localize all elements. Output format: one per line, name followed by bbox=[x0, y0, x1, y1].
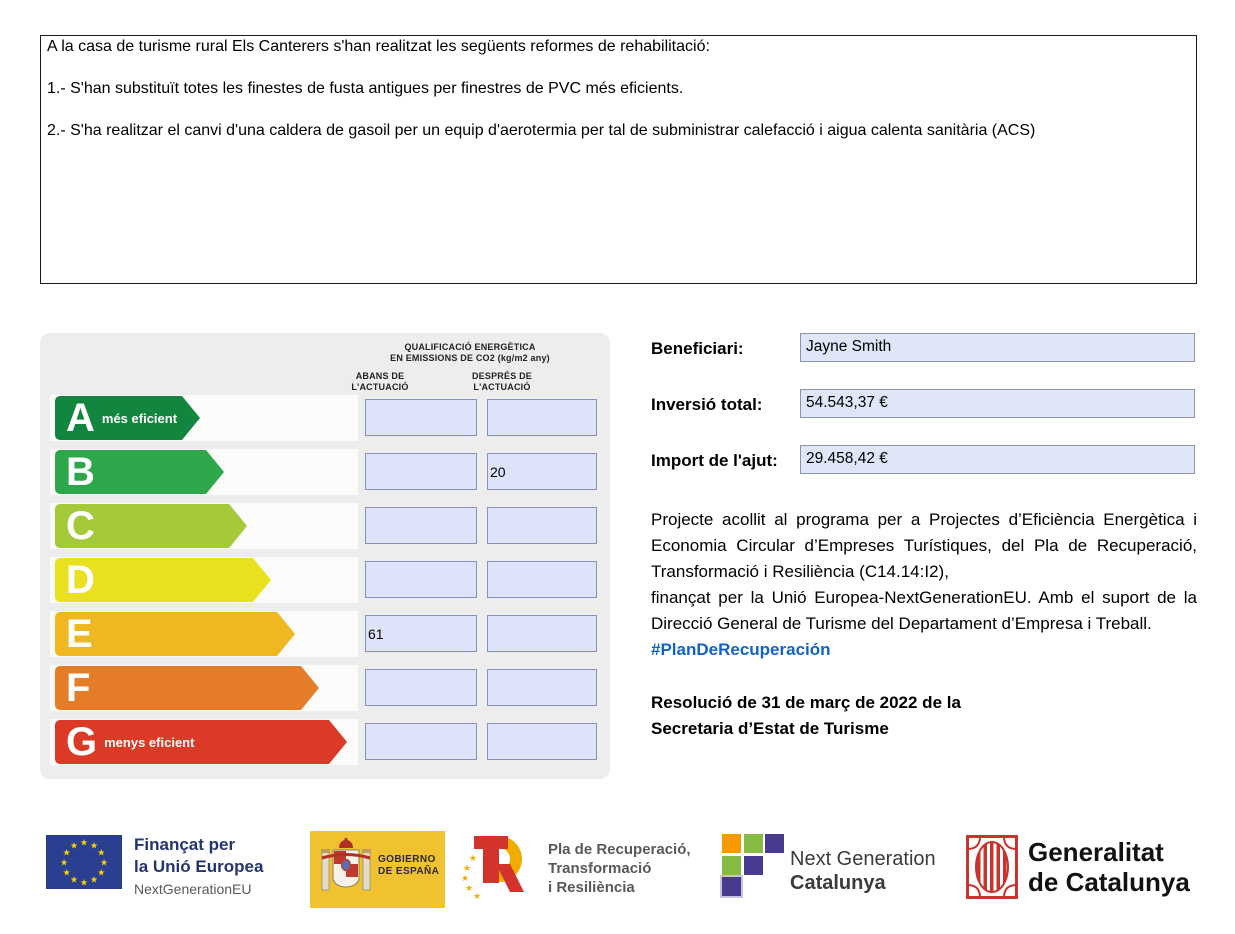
svg-text:★: ★ bbox=[469, 853, 478, 863]
generalitat-catalunya-logo bbox=[966, 833, 1196, 903]
eu-star-icon: ★ bbox=[99, 857, 109, 868]
energy-bar bbox=[55, 612, 295, 656]
before-value-box[interactable] bbox=[365, 453, 477, 490]
program-paragraph-2: finançat per la Unió Europea-NextGenerationEU. Amb el suport de la Direcció General de Turisme del Departament d’Empresa i Treball. bbox=[651, 588, 1197, 633]
energy-bar bbox=[55, 720, 347, 764]
energy-rows bbox=[40, 333, 610, 779]
reforms-line-2: 1.- S'han substituït totes les finestes de fusta antigues per finestres de PVC més eficients. bbox=[47, 80, 684, 97]
energy-letter: B bbox=[66, 450, 95, 494]
after-value-box[interactable] bbox=[487, 669, 597, 706]
energy-bar-body bbox=[55, 450, 206, 494]
energy-row bbox=[40, 612, 610, 658]
field-label: Inversió total: bbox=[651, 395, 763, 414]
energy-letter: A bbox=[66, 396, 95, 440]
eu-logo-line1: Finançat per bbox=[134, 835, 236, 854]
prtr-logo-text bbox=[548, 840, 691, 897]
before-value-box[interactable] bbox=[365, 723, 477, 760]
energy-bar-body bbox=[55, 396, 182, 440]
ng-square-purple-outlined bbox=[722, 877, 741, 896]
energy-bar bbox=[55, 396, 200, 440]
next-generation-catalunya-logo bbox=[718, 831, 936, 901]
energy-bar-tip bbox=[301, 666, 319, 710]
spain-coat-of-arms-icon bbox=[320, 836, 372, 900]
ng-logo-line2: Catalunya bbox=[790, 872, 886, 894]
eu-star-icon: ★ bbox=[97, 847, 106, 858]
energy-row bbox=[40, 666, 610, 712]
energy-bar-tip bbox=[253, 558, 271, 602]
energy-bar-tip bbox=[182, 396, 200, 440]
prtr-tr-icon bbox=[460, 830, 548, 902]
energy-row bbox=[40, 504, 610, 550]
prtr-logo-line3: i Resiliència bbox=[548, 879, 635, 896]
after-value-box[interactable] bbox=[487, 507, 597, 544]
eu-logo bbox=[46, 833, 306, 899]
gencat-logo-text bbox=[1028, 837, 1190, 897]
spain-logo-line1: GOBIERNO bbox=[378, 854, 436, 865]
prtr-logo bbox=[460, 828, 700, 906]
energy-row bbox=[40, 720, 610, 766]
energy-bar-tip bbox=[277, 612, 295, 656]
spain-logo-line2: DE ESPAÑA bbox=[378, 866, 440, 877]
resolution-line1: Resolució de 31 de març de 2022 de la bbox=[651, 693, 961, 712]
reforms-line-1: A la casa de turisme rural Els Canterers s'han realitzat les següents reformes de rehabilitació: bbox=[47, 38, 710, 55]
eu-star-icon: ★ bbox=[69, 840, 79, 851]
after-value-box[interactable] bbox=[487, 561, 597, 598]
resolution-text bbox=[651, 690, 1197, 742]
after-value-box[interactable] bbox=[487, 615, 597, 652]
energy-letter: F bbox=[66, 666, 91, 710]
field-row-inversio-total bbox=[651, 389, 1197, 419]
energy-letter: D bbox=[66, 558, 95, 602]
energy-bar-body bbox=[55, 666, 301, 710]
prtr-logo-line2: Transformació bbox=[548, 860, 652, 877]
gencat-logo-line2: de Catalunya bbox=[1028, 867, 1190, 897]
prtr-logo-line1: Pla de Recuperació, bbox=[548, 841, 691, 858]
energy-bar-body bbox=[55, 612, 277, 656]
resolution-line2: Secretaria d’Estat de Turisme bbox=[651, 719, 889, 738]
reforms-textarea[interactable] bbox=[40, 35, 1197, 284]
gencat-logo-line1: Generalitat bbox=[1028, 837, 1164, 867]
generalitat-shield-icon bbox=[966, 835, 1018, 899]
field-row-import-ajut bbox=[651, 445, 1197, 475]
eu-star-icon: ★ bbox=[89, 840, 99, 851]
energy-bar-body bbox=[55, 720, 329, 764]
column-header-after-line2: L'ACTUACIÓ bbox=[473, 382, 531, 392]
spain-government-logo bbox=[310, 831, 445, 908]
energy-title-line1: QUALIFICACIÓ ENERGÈTICA bbox=[404, 342, 536, 352]
eu-star-icon: ★ bbox=[79, 877, 89, 888]
energy-label-panel bbox=[40, 333, 610, 779]
eu-star-icon: ★ bbox=[89, 874, 99, 885]
import-ajut-input[interactable]: 29.458,42 € bbox=[800, 445, 1195, 474]
ng-logo-text bbox=[790, 847, 936, 895]
energy-note: més eficient bbox=[101, 410, 178, 426]
eu-star-icon: ★ bbox=[69, 874, 79, 885]
energy-bar-tip bbox=[229, 504, 247, 548]
reforms-line-3: 2.- S'ha realitzar el canvi d'una caldera de gasoil per un equip d'aerotermia per tal de subministrar calefacció i aigua calenta sanitària (ACS) bbox=[47, 122, 1036, 139]
before-value-box[interactable]: 61 bbox=[365, 615, 477, 652]
energy-bar bbox=[55, 558, 271, 602]
energy-note: menys eficient bbox=[104, 734, 195, 750]
ng-square-purple bbox=[744, 856, 763, 875]
plan-recuperacion-hashtag: #PlanDeRecuperación bbox=[651, 640, 831, 659]
energy-bar-tip bbox=[329, 720, 347, 764]
eu-flag-icon bbox=[46, 835, 122, 889]
column-header-before-line2: L'ACTUACIÓ bbox=[351, 382, 409, 392]
energy-row bbox=[40, 450, 610, 496]
field-label: Import de l'ajut: bbox=[651, 451, 778, 470]
before-value-box[interactable] bbox=[365, 561, 477, 598]
after-value-box[interactable] bbox=[487, 723, 597, 760]
eu-star-icon: ★ bbox=[97, 867, 106, 878]
field-label: Beneficiari: bbox=[651, 339, 744, 358]
energy-bar bbox=[55, 504, 247, 548]
svg-text:★: ★ bbox=[461, 873, 470, 883]
ng-logo-line1: Next Generation bbox=[790, 848, 936, 870]
program-text-block bbox=[651, 507, 1197, 742]
eu-star-icon: ★ bbox=[62, 867, 71, 878]
energy-bar-tip bbox=[206, 450, 224, 494]
ng-square-orange bbox=[722, 834, 741, 853]
before-value-box[interactable] bbox=[365, 669, 477, 706]
ng-square-green bbox=[722, 856, 741, 875]
svg-text:★: ★ bbox=[473, 891, 482, 901]
eu-star-icon: ★ bbox=[59, 857, 69, 868]
ng-square-purple bbox=[765, 834, 784, 853]
column-header-after-line1: DESPRÉS DE bbox=[471, 371, 533, 381]
energy-bar bbox=[55, 450, 224, 494]
spain-logo-text bbox=[378, 854, 439, 878]
eu-star-icon: ★ bbox=[79, 837, 89, 848]
after-value-box[interactable]: 20 bbox=[487, 453, 597, 490]
inversio-total-input[interactable]: 54.543,37 € bbox=[800, 389, 1195, 418]
ng-square-green bbox=[744, 834, 763, 853]
after-value-box[interactable] bbox=[487, 399, 597, 436]
svg-text:★: ★ bbox=[465, 883, 474, 893]
field-row-beneficiari bbox=[651, 333, 1197, 363]
energy-letter: E bbox=[66, 612, 93, 656]
svg-text:★: ★ bbox=[463, 863, 472, 873]
beneficiari-input[interactable]: Jayne Smith bbox=[800, 333, 1195, 362]
eu-logo-text bbox=[134, 834, 263, 897]
energy-letter: G bbox=[66, 720, 98, 764]
energy-bar bbox=[55, 666, 319, 710]
eu-star-icon: ★ bbox=[62, 847, 71, 858]
energy-title-line2: EN EMISSIONS DE CO2 (kg/m2 any) bbox=[390, 353, 550, 363]
energy-row bbox=[40, 558, 610, 604]
program-paragraph-1: Projecte acollit al programa per a Projectes d’Eficiència Energètica i Economia Circular d’Empreses Turístiques, del Pla de Recuperació, Transformació i Resiliència (C14.14:I2), bbox=[651, 510, 1197, 581]
energy-letter: C bbox=[66, 504, 95, 548]
before-value-box[interactable] bbox=[365, 507, 477, 544]
before-value-box[interactable] bbox=[365, 399, 477, 436]
energy-bar-body bbox=[55, 504, 229, 548]
energy-bar-body bbox=[55, 558, 253, 602]
eu-logo-subline: NextGenerationEU bbox=[134, 881, 252, 897]
ng-squares-icon bbox=[722, 834, 786, 898]
column-header-before-line1: ABANS DE bbox=[355, 371, 405, 381]
eu-logo-line2: la Unió Europea bbox=[134, 856, 264, 876]
energy-row bbox=[40, 396, 610, 442]
